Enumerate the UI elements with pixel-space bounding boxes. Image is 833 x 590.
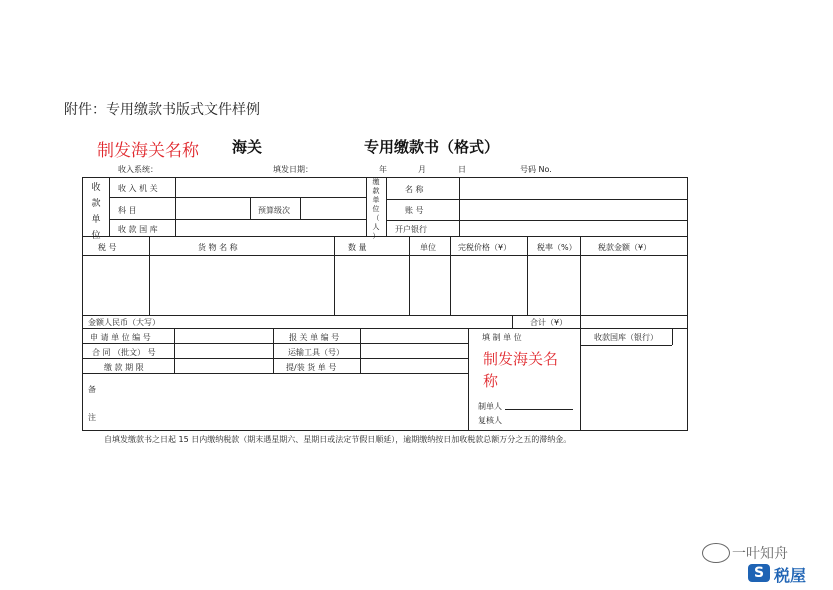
watermark-brand: 税屋 [774,566,807,585]
payer-name-label: 名 称 [405,185,424,194]
goods-header: 单位 [420,243,436,252]
amount-words-label: 金额人民币（大写） [88,318,160,327]
issuer-stamp: 制发海关名称 [483,350,559,390]
number-label: 号码 No. [520,165,552,174]
divider [300,197,301,219]
reviewer-label: 复核人 [478,416,502,425]
declaration-left-label: 缴 款 期 限 [104,363,144,372]
divider [512,315,513,328]
divider [82,255,688,256]
declaration-left-label: 合 同 （批文） 号 [92,348,156,357]
divider [409,236,410,315]
divider [580,345,672,346]
divider [82,343,468,344]
divider [580,328,581,431]
divider [450,236,451,315]
divider [82,328,688,329]
declaration-right-label: 提/装 货 单 号 [286,363,337,372]
divider [250,197,251,219]
payee-char: 收 [91,183,101,193]
wechat-icon [702,543,730,563]
divider [672,328,673,345]
preparer-label: 制单人 [478,402,502,411]
divider [360,328,361,373]
form-title: 专用缴款书（格式） [364,138,500,156]
divider [175,177,176,236]
divider [386,220,688,221]
total-label: 合计（¥） [530,318,568,327]
payer-char: 位 [372,205,380,213]
payee-char: 款 [91,199,101,209]
divider [109,197,366,198]
customs-suffix: 海关 [232,138,263,156]
goods-header: 税款金额（¥） [598,243,652,252]
payee-org-label: 收 入 机 关 [118,184,158,193]
signature-line [505,409,573,410]
divider [468,328,469,431]
payee-subject-label: 科 目 [118,206,137,215]
divider [459,177,460,236]
divider [174,328,175,373]
year-label: 年 [379,165,387,174]
goods-header: 数 量 [348,243,367,252]
goods-header: 完税价格（¥） [458,243,512,252]
payer-bank-label: 开户银行 [395,225,427,234]
declaration-right-label: 报 关 单 编 号 [289,333,340,342]
payer-char: （ [372,214,380,222]
divider [386,199,688,200]
divider [386,177,387,236]
divider [82,373,468,374]
divider [82,358,468,359]
payer-char: 单 [372,196,380,204]
payer-char: 缴 [372,178,380,186]
divider [149,236,150,315]
payee-char: 位 [91,231,101,241]
payee-label [91,180,101,244]
payer-char: ） [372,232,380,240]
heading: 附件：专用缴款书版式文件样例 [64,102,260,118]
form-table [82,177,688,431]
payment-notice: 自填发缴款书之日起 15 日内缴纳税款（期末遇星期六、星期日或法定节假日顺延），逾期缴纳按日加收税款总额万分之五的滞纳金。 [104,435,572,444]
goods-header: 税率（%） [537,243,577,252]
receiving-treasury-label: 收款国库（银行） [594,333,658,342]
divider [82,315,688,316]
remarks-char: 备 [88,385,96,394]
brand-logo-icon: S [748,564,770,582]
goods-header: 货 物 名 称 [198,243,238,252]
divider [109,219,366,220]
budget-level-label: 预算级次 [258,206,290,215]
declaration-left-label: 申 请 单 位 编 号 [90,333,151,342]
payee-char: 单 [91,215,101,225]
month-label: 月 [418,165,426,174]
divider [334,236,335,315]
goods-header: 税 号 [98,243,117,252]
divider [366,177,367,236]
payee-treasury-label: 收 款 国 库 [118,225,158,234]
divider [273,328,274,373]
divider [580,315,581,328]
divider [527,236,528,315]
income-system-label: 收入系统： [118,165,158,174]
divider [82,236,688,237]
payer-account-label: 账 号 [405,206,424,215]
issuer-placeholder: 制发海关名称 [97,141,199,161]
divider [109,177,110,236]
issue-date-label: 填发日期： [273,165,313,174]
remarks-char: 注 [88,413,96,422]
payer-char: 人 [372,223,380,231]
preparing-unit-label: 填 制 单 位 [482,333,522,342]
day-label: 日 [458,165,466,174]
payer-char: 款 [372,187,380,195]
payer-label [372,178,380,241]
declaration-right-label: 运输工具（号） [288,348,344,357]
watermark-name: 一叶知舟 [732,546,788,562]
divider [580,236,581,315]
